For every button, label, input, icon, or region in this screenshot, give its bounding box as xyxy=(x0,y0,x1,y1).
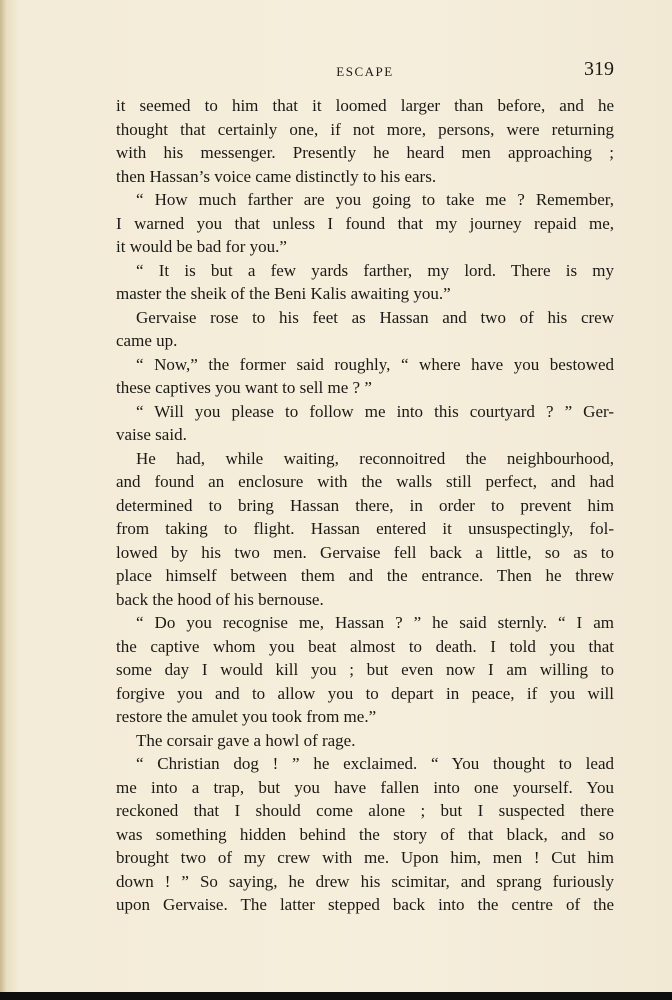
text-line: The corsair gave a howl of rage. xyxy=(136,730,356,750)
text-line: “ Do you recognise me, Hassan ? ” he said sternly. “ I am xyxy=(136,613,614,632)
text-line: down ! ” So saying, he drew his scimitar, and sprang furiously xyxy=(116,871,614,891)
text-line: and found an enclosure with the walls still perfect, and had xyxy=(116,472,614,491)
text-line: vaise said. xyxy=(116,425,187,444)
text-line: I warned you that unless I found that my journey repaid me, xyxy=(116,213,614,233)
text-line: reckoned that I should come alone ; but I suspected there xyxy=(116,801,614,820)
running-title: ESCAPE xyxy=(336,64,394,79)
text-line: determined to bring Hassan there, in order to prevent him xyxy=(116,495,614,515)
page-number: 319 xyxy=(584,58,614,80)
text-line: restore the amulet you took from me.” xyxy=(116,707,377,726)
text-line: it would be bad for you.” xyxy=(116,237,287,256)
text-line: some day I would kill you ; but even now I am willing to xyxy=(116,660,614,679)
text-line: “ Christian dog ! ” he exclaimed. “ You thought to lead xyxy=(136,754,614,773)
text-line: master the sheik of the Beni Kalis awaiting you.” xyxy=(116,284,451,303)
text-line: came up. xyxy=(116,331,178,350)
text-line: was something hidden behind the story of that black, and so xyxy=(116,824,614,844)
text-line: it seemed to him that it loomed larger than before, and he xyxy=(116,96,614,115)
text-line: “ It is but a few yards farther, my lord. There is my xyxy=(136,260,614,280)
running-head xyxy=(116,56,614,84)
text-line: these captives you want to sell me ? ” xyxy=(116,378,372,397)
text-line: from taking to flight. Hassan entered it unsuspectingly, fol- xyxy=(116,519,614,538)
text-line: with his messenger. Presently he heard men approaching ; xyxy=(116,143,614,162)
text-line: the captive whom you beat almost to death. I told you that xyxy=(116,636,614,656)
text-line: place himself between them and the entrance. Then he threw xyxy=(116,566,614,585)
text-line: forgive you and to allow you to depart in peace, if you will xyxy=(116,683,614,703)
text-line: lowed by his two men. Gervaise fell back a little, so as to xyxy=(116,542,614,562)
page-gutter xyxy=(0,0,6,1000)
text-line: thought that certainly one, if not more, persons, were returning xyxy=(116,119,614,139)
text-line: me into a trap, but you have fallen into one yourself. You xyxy=(116,777,614,797)
text-line: then Hassan’s voice came distinctly to his ears. xyxy=(116,166,437,186)
text-line: brought two of my crew with me. Upon him, men ! Cut him xyxy=(116,848,614,867)
body-text xyxy=(116,94,614,917)
text-line: “ How much farther are you going to take me ? Remember, xyxy=(136,190,614,209)
text-line: Gervaise rose to his feet as Hassan and two of his crew xyxy=(136,307,614,327)
scan-bottom-edge xyxy=(0,992,672,1000)
text-line: He had, while waiting, reconnoitred the neighbourhood, xyxy=(136,448,614,468)
text-line: “ Now,” the former said roughly, “ where have you bestowed xyxy=(136,354,614,374)
text-line: “ Will you please to follow me into this courtyard ? ” Ger- xyxy=(136,401,614,421)
text-line: upon Gervaise. The latter stepped back into the centre of the xyxy=(116,895,614,914)
text-line: back the hood of his bernouse. xyxy=(116,589,324,609)
